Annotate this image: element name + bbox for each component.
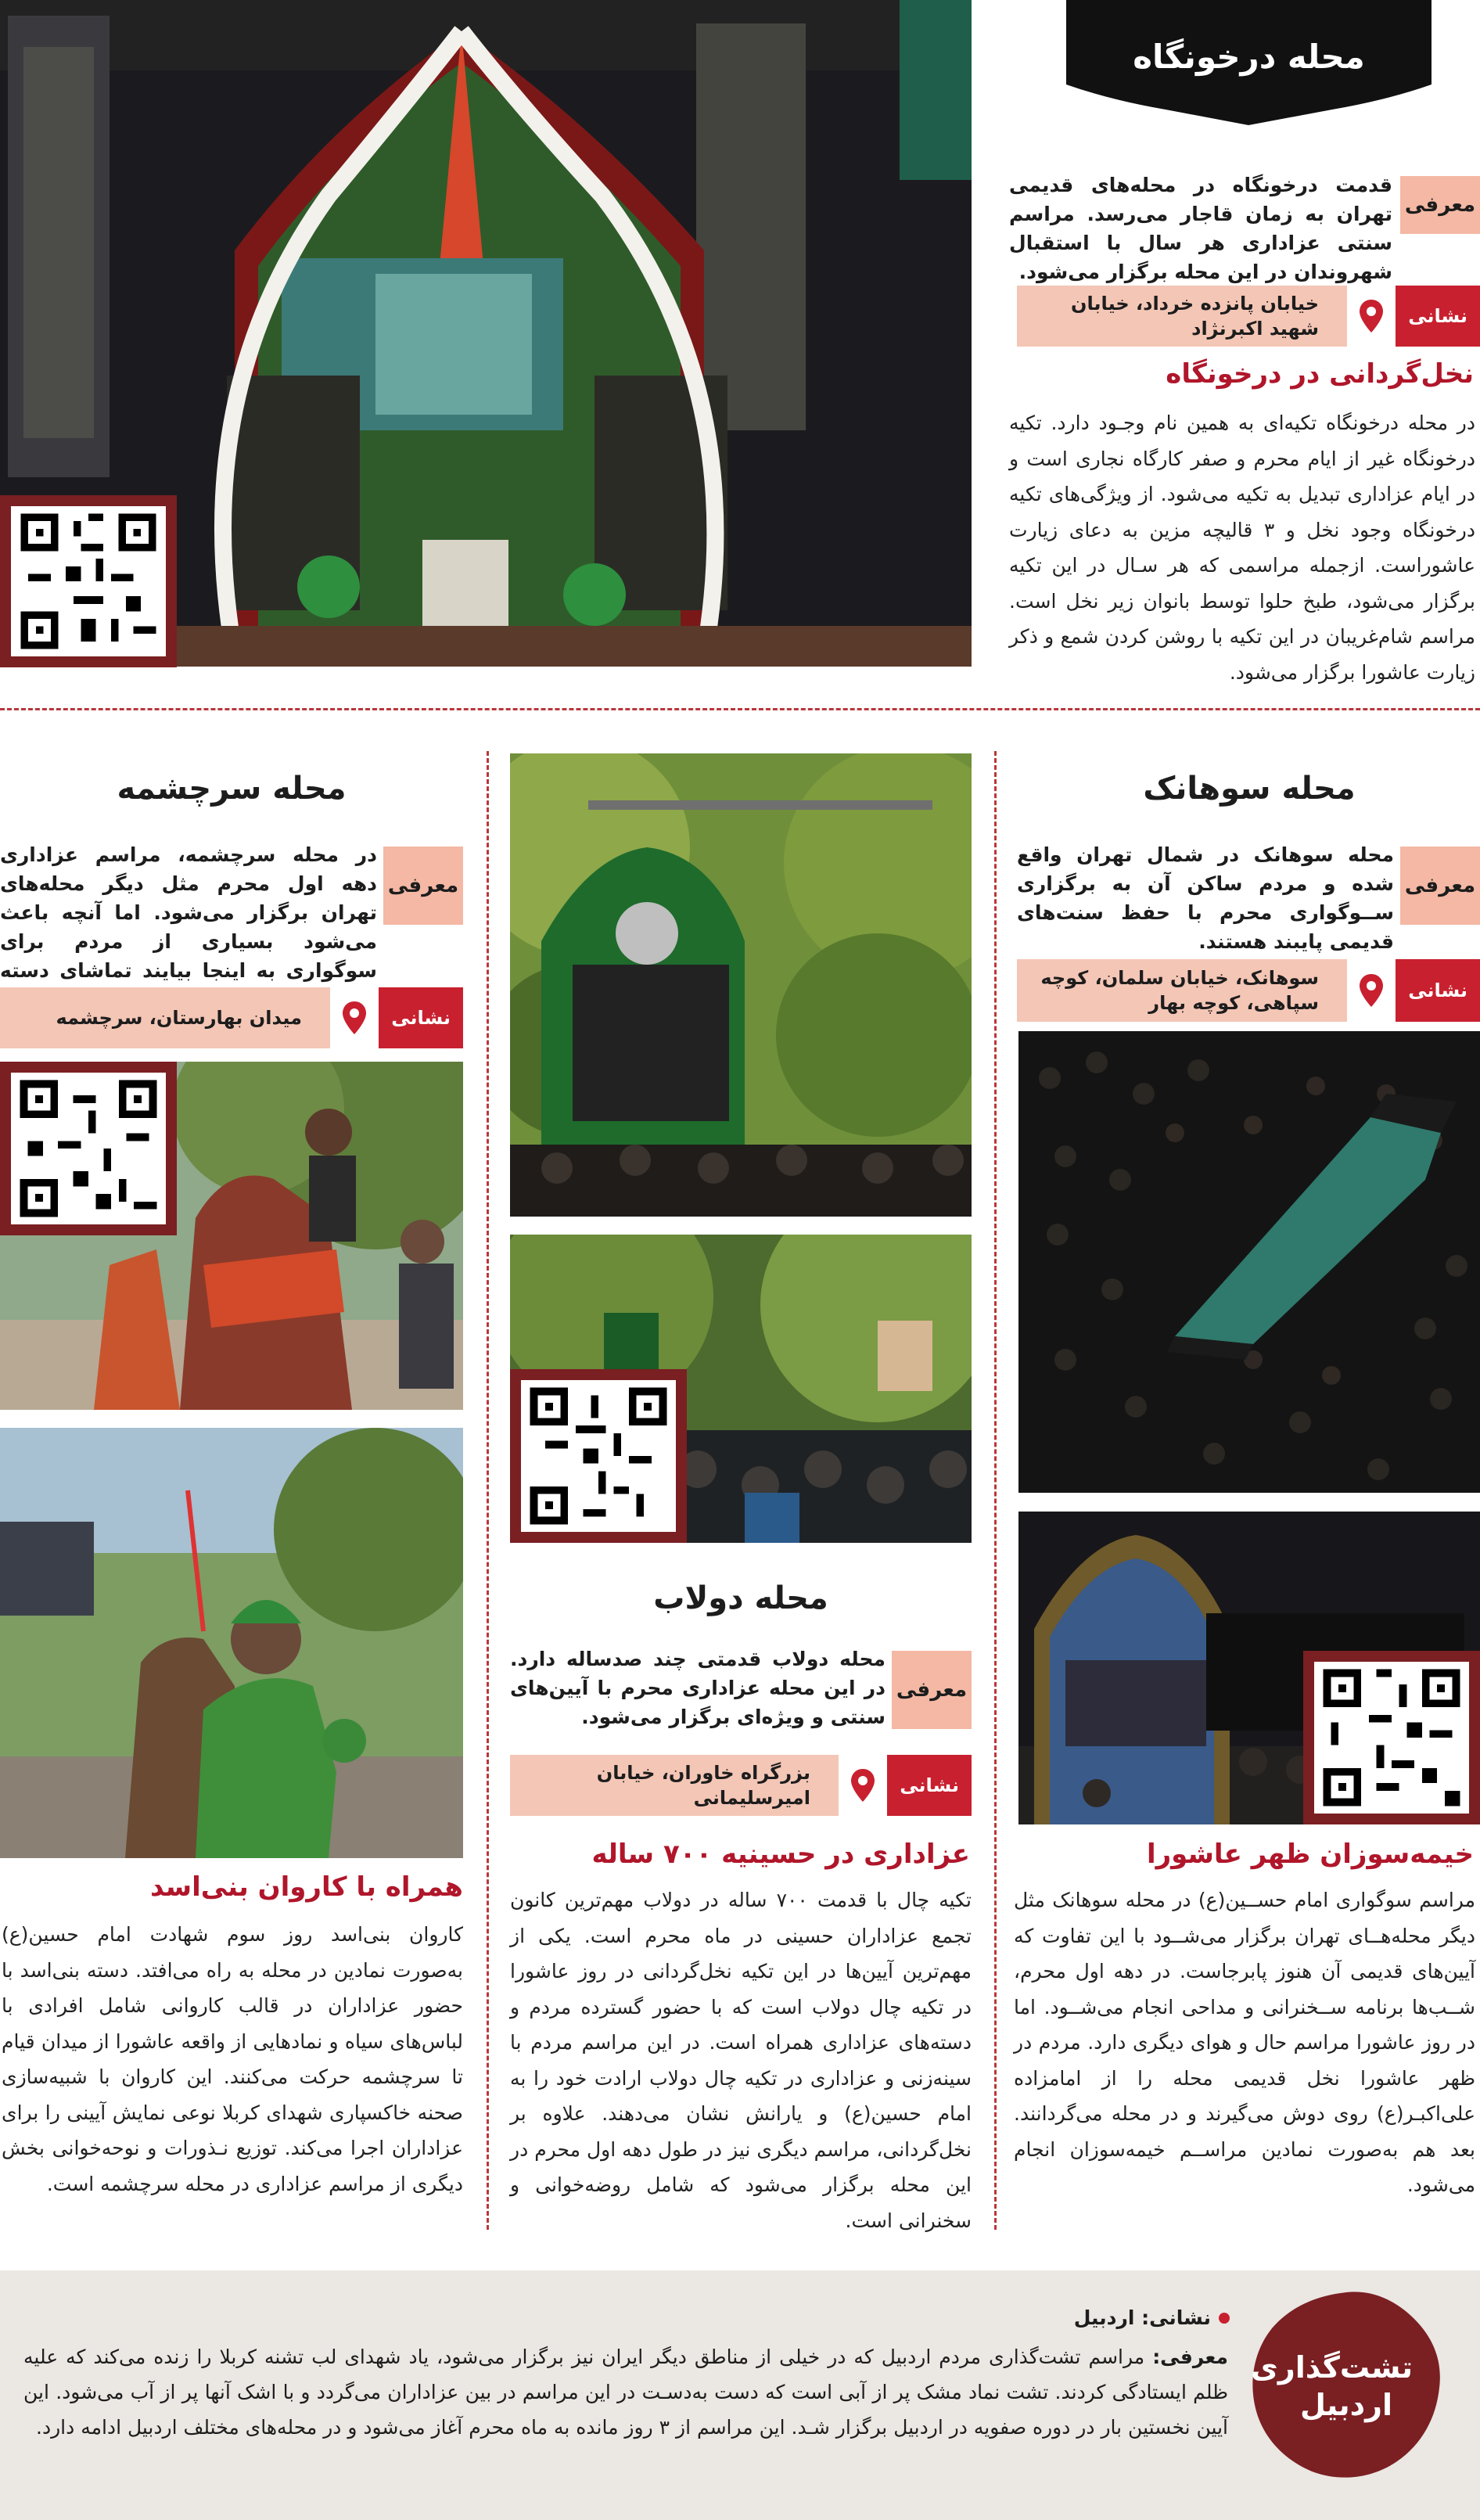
address-text: سوهانک، خیابان سلمان، کوچه سپاهی، کوچه بهار <box>1040 967 1319 1014</box>
address-text: میدان بهارستان، سرچشمه <box>56 1007 302 1029</box>
intro-label: معرفی <box>1400 176 1480 234</box>
address-label: نشانی <box>1408 305 1467 327</box>
section-title: محله درخونگاه <box>1133 38 1365 76</box>
intro-text: قدمت درخونگاه در محله‌های قدیمی تهران به زمان قاجار می‌رسد. مراسم سنتی عزاداری هر سال با استقبال شهروندان در این محله برگزار می‌شود. <box>1009 174 1392 283</box>
section-divider <box>0 708 1480 710</box>
column-divider <box>994 751 997 2230</box>
column-divider <box>487 751 489 2230</box>
photo-sohanak-crowd <box>1018 1031 1480 1493</box>
article-body: در محله درخونگاه تکیه‌ای به همین نام وجـود دارد. تکیه درخونگاه غیر از ایام محرم و صفر کارگاه نجاری است و در ایام عزاداری تبدیل به تکیه می‌شود. از ویژگی‌های تکیه درخونگاه وجود نخل و ۳ قالیچه مزین به دعای زیارت عاشوراست. ازجمله مراسمی که هر سـال در این تکیه برگزار می‌شود، طبخ حلوا توسط بانوان زیر نخل است. مراسم شام‌غریبان در این تکیه با روشن کردن شمع و ذکر زیارت عاشورا برگزار می‌شود. <box>1009 412 1475 684</box>
section-title-sarcheshmeh: محله سرچشمه <box>117 771 347 807</box>
intro-text: در محله سرچشمه، مراسم عزاداری دهه اول محرم مثل دیگر محله‌های تهران برگزار می‌شود. اما آنچه باعث می‌شود بسیاری از مردم برای سوگواری به اینجا بیایند تماشای دسته <box>0 843 377 982</box>
title-banner-darkhongah <box>1066 0 1432 125</box>
address-bar <box>1017 286 1480 347</box>
address-text: خیابان پانزده خرداد، خیابان شهید اکبرنژاد <box>1071 293 1319 340</box>
footer-intro-text: مراسم تشت‌گذاری مردم اردبیل که در خیلی از مناطق دیگر ایران نیز برگزار می‌شود، یاد شهدای لب تشنه کربلا را زنده می‌کند که علیه ظلم ایستادگی کردند. تشت نماد مشک پر از آبی است که دست به‌دسـت در این مراسم در بین عزاداران می‌گردد و با اشک آنها پر از آب می‌شود. این آیین نخستین بار در دوره صفویه در اردبیل برگزار شـد. این مراسم از ۳ روز مانده به ماه محرم آغاز می‌شود و در محله‌های مختلف اردبیل ادامه دارد. <box>23 2346 1228 2439</box>
location-pin-icon <box>330 987 379 1048</box>
footer-badge-title: تشت‌گذاری اردبیل <box>1251 2350 1413 2422</box>
qr-code-darkhongah[interactable] <box>0 495 177 667</box>
photo-doolab-nakhl-trees <box>510 753 972 1217</box>
address-text: بزرگراه خاوران، خیابان امیرسلیمانی <box>596 1762 810 1809</box>
bullet-dot-icon <box>1219 2313 1230 2324</box>
address-label: نشانی <box>900 1774 959 1796</box>
address-bar <box>1017 959 1480 1022</box>
section-title-doolab: محله دولاب <box>653 1580 828 1616</box>
address-bar <box>0 987 463 1048</box>
intro-label: معرفی <box>1400 847 1480 925</box>
qr-code-doolab[interactable] <box>510 1369 687 1543</box>
footer-intro-label: معرفی: <box>1152 2346 1228 2368</box>
footer-address-text: نشانی: اردبیل <box>1073 2306 1211 2329</box>
footer-badge-circle <box>1248 2288 1444 2483</box>
address-label: نشانی <box>391 1007 451 1029</box>
location-pin-icon <box>839 1755 887 1816</box>
location-pin-icon <box>1347 959 1396 1022</box>
qr-code-sohanak[interactable] <box>1303 1651 1480 1824</box>
intro-label: معرفی <box>383 847 463 925</box>
location-pin-icon <box>1347 286 1396 347</box>
section-title-sohanak: محله سوهانک <box>1143 771 1356 807</box>
intro-text: محله سوهانک در شمال تهران واقع شده و مردم ساکن آن به برگزاری ســوگواری محرم با حفظ سنت‌های قدیمی پایبند هستند. <box>1017 843 1394 953</box>
article-subtitle: عزاداری در حسینیه ۷۰۰ ساله <box>591 1839 970 1870</box>
article-subtitle: خیمه‌سوزان ظهر عاشورا <box>1146 1839 1474 1870</box>
qr-code-sarcheshmeh[interactable] <box>0 1062 177 1235</box>
article-subtitle: نخل‌گردانی در درخونگاه <box>1166 358 1474 390</box>
article-body: تکیه چال با قدمت ۷۰۰ ساله در دولاب مهم‌ترین کانون تجمع عزاداران حسینی در ماه محرم است. یکی از مهم‌ترین آیین‌ها در این تکیه نخل‌گردانی در روز عاشورا در تکیه چال دولاب است که با حضور گسترده مردم و دسته‌های عزاداری همراه است. در این مراسم مردم با سینه‌زنی و عزاداری در تکیه چال دولاب ارادت خود را به امام حسین(ع) و یارانش نشان می‌دهند. علاوه بر نخل‌گردانی، مراسم دیگری نیز در طول دهه اول محرم در این محله برگزار می‌شود که شامل روضه‌خوانی و سخنرانی است. <box>510 1889 972 2232</box>
intro-label: معرفی <box>892 1651 972 1729</box>
address-label: نشانی <box>1408 980 1467 1001</box>
footer-intro <box>23 2339 1228 2445</box>
photo-sarcheshmeh-bani-asad <box>0 1428 463 1858</box>
article-body: کاروان بنی‌اسد روز سوم شهادت امام حسین(ع) به‌صورت نمادین در محله به راه می‌افتد. دسته بنی‌اسد با حضور عزاداران در قالب کاروانی شامل افرادی با لباس‌های سیاه و نمادهایی از واقعه عاشورا از میدان قیام تا سرچشمه حرکت می‌کنند. این کاروان با شبیه‌سازی صحنه خاکسپاری شهدای کربلا نوعی نمایش آیینی را برای عزاداران اجرا می‌کند. توزیع نـذورات و نوحه‌خوانی بخش دیگری از مراسم عزاداری در محله سرچشمه است. <box>2 1923 463 2195</box>
article-body: مراسم سوگواری امام حســین(ع) در محله سوهانک مثل دیگر محله‌هــای تهران برگزار می‌شــود با این تفاوت که آیین‌های قدیمی آن هنوز پابرجاست. در دهه اول محرم، شــب‌ها برنامه ســخنرانی و مداحی انجام می‌شــود. اما در روز عاشورا مراسم حال و هوای دیگری دارد. مردم در ظهر عاشورا نخل قدیمی محله را از امامزاده علی‌اکبـر(ع) روی دوش می‌گیرند و در محله می‌گردانند. بعد هم به‌صورت نمادین مراســم خیمه‌سوزان انجام می‌شود. <box>1014 1889 1475 2196</box>
address-bar <box>510 1755 972 1816</box>
article-subtitle: همراه با کاروان بنی‌اسد <box>150 1871 463 1903</box>
intro-text: محله دولاب قدمتی چند صدساله دارد. در این محله عزاداری محرم با آیین‌های سنتی و ویژه‌ای برگزار می‌شود. <box>510 1648 885 1728</box>
footer-address <box>1074 2306 1230 2329</box>
